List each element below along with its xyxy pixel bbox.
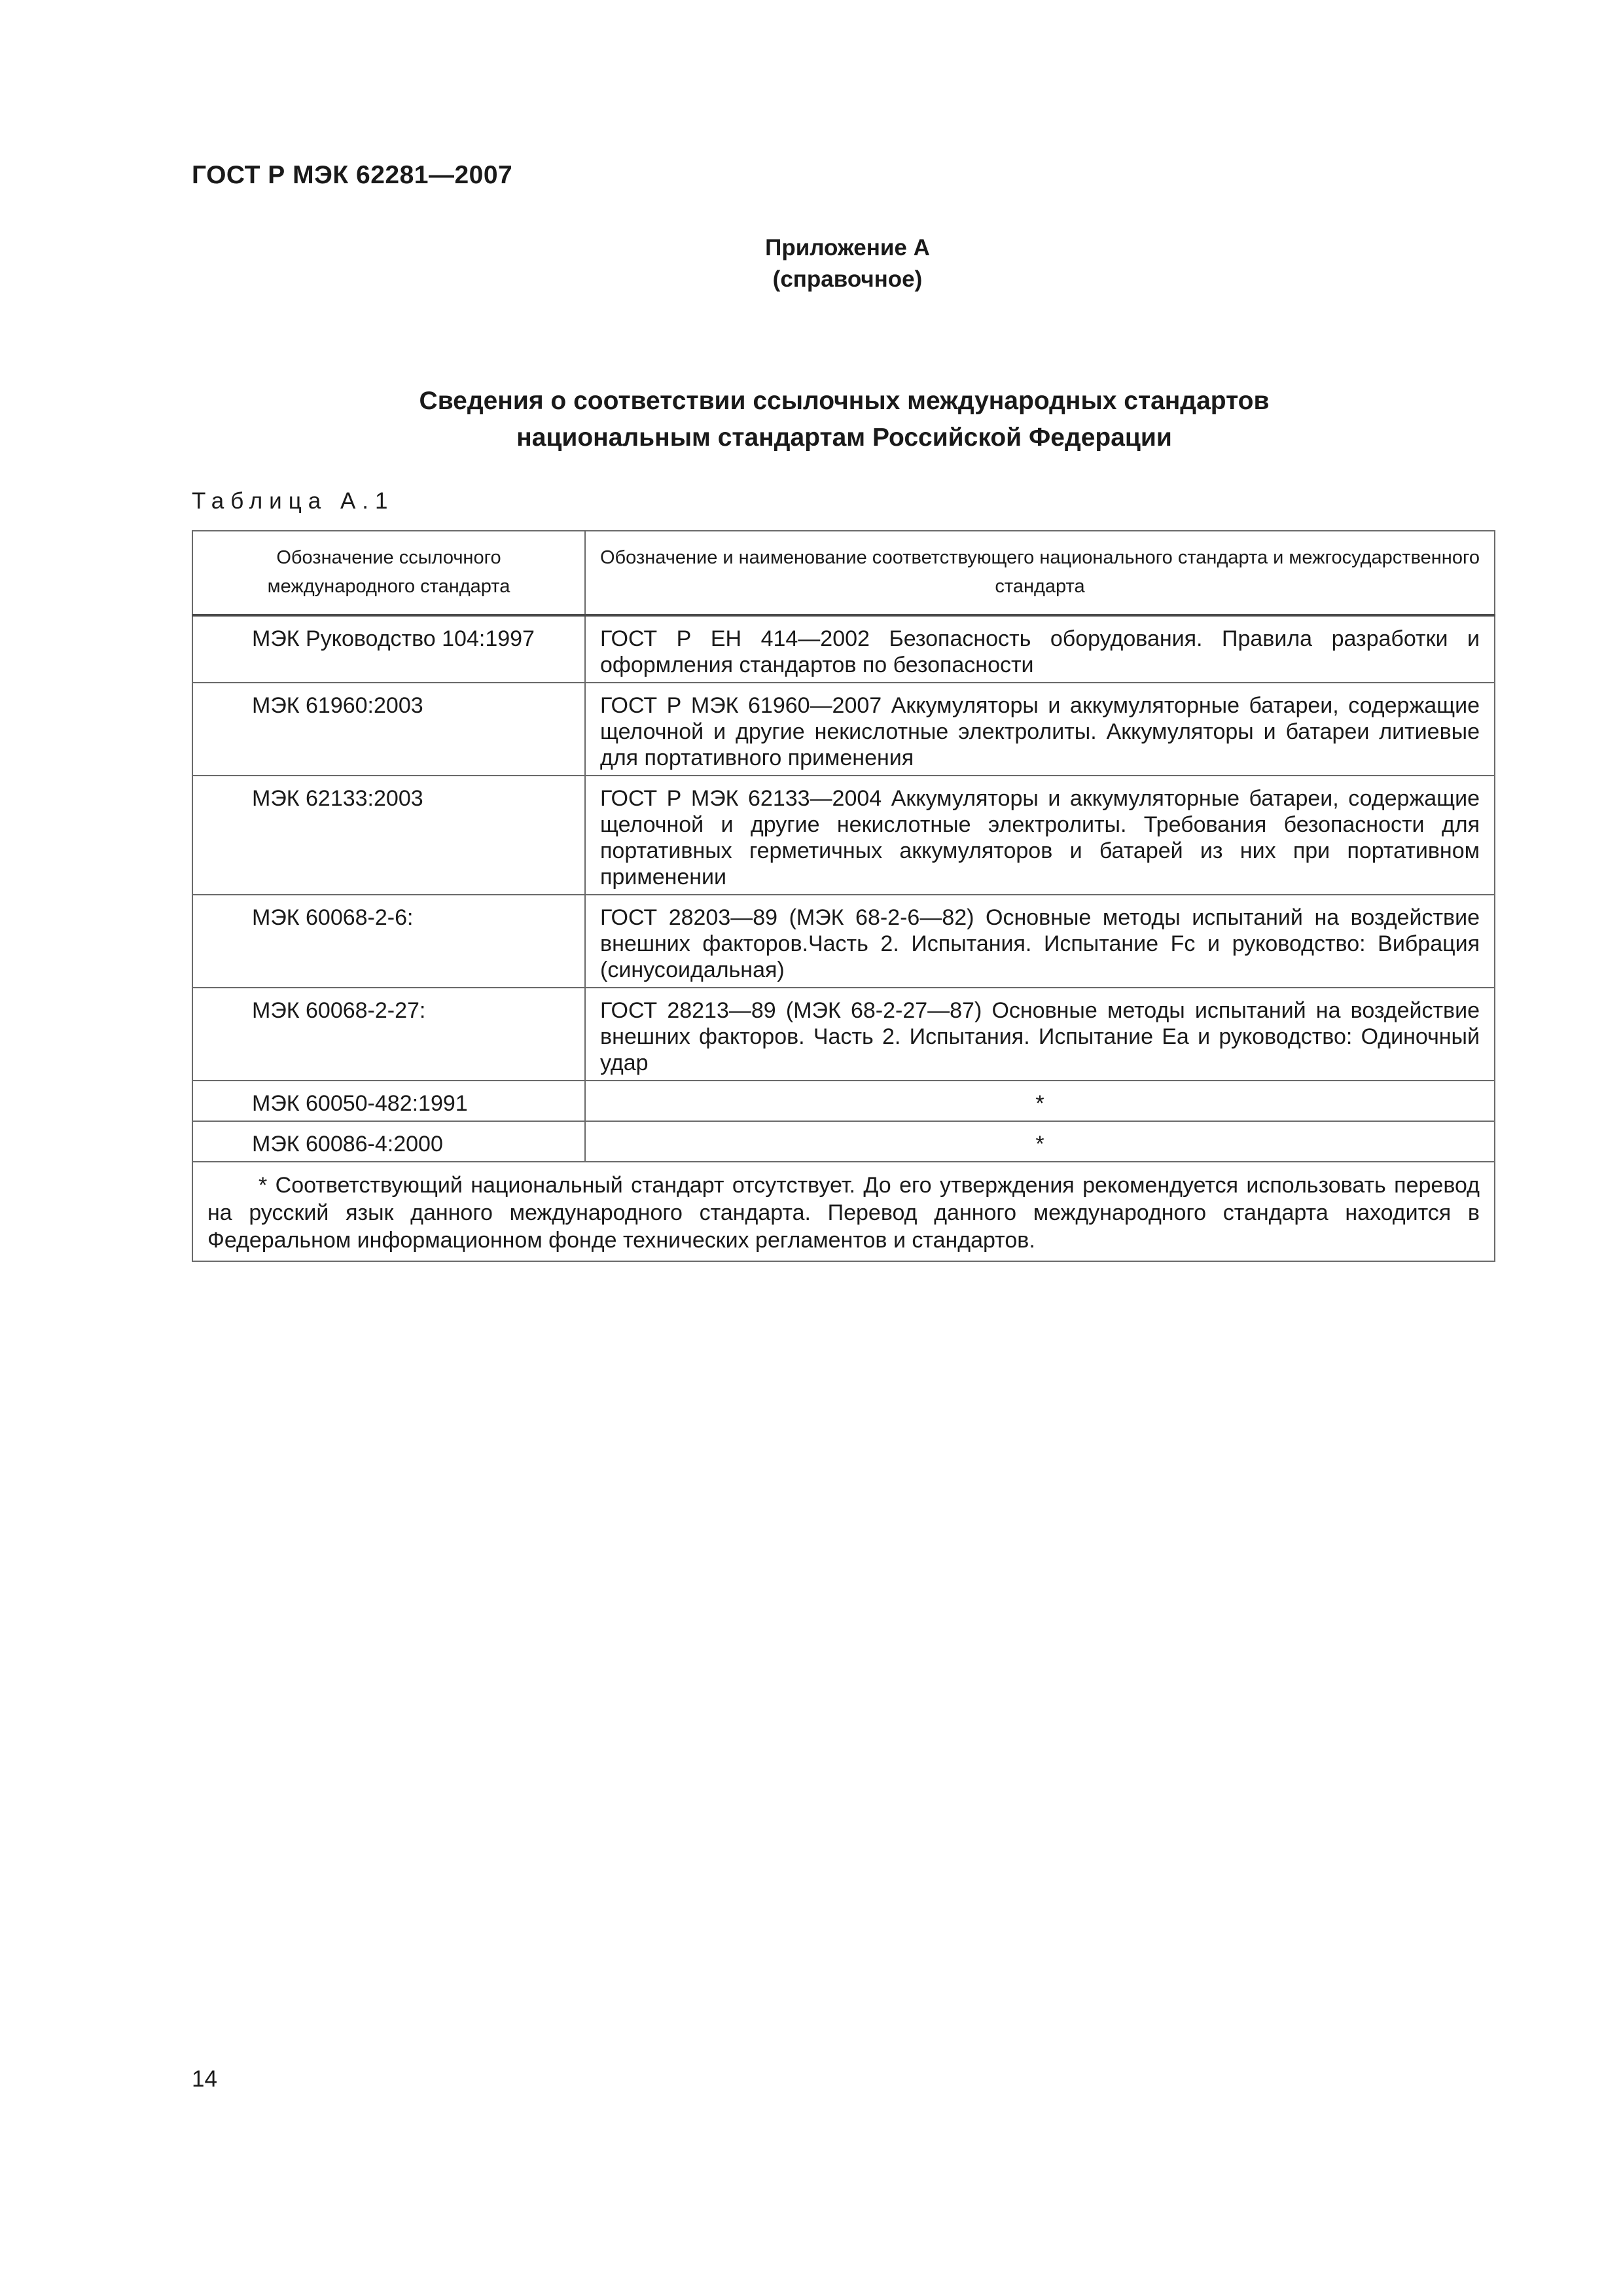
table-row <box>192 1121 1495 1162</box>
international-standard-cell: МЭК 61960:2003 <box>192 683 585 776</box>
international-standard-cell: МЭК 62133:2003 <box>192 776 585 895</box>
reference-standards-table <box>192 530 1495 1262</box>
table-row <box>192 1081 1495 1121</box>
international-standard-cell: МЭК Руководство 104:1997 <box>192 615 585 683</box>
document-code: ГОСТ Р МЭК 62281—2007 <box>192 161 513 189</box>
appendix-title-line-1: Сведения о соответствии ссылочных международных стандартов <box>419 387 1270 415</box>
table-row <box>192 895 1495 988</box>
column-header-international: Обозначение ссылочного международного стандарта <box>192 531 585 615</box>
table-row <box>192 615 1495 683</box>
appendix-kind: (справочное) <box>772 266 923 292</box>
national-standard-cell: * <box>585 1081 1495 1121</box>
appendix-title <box>0 383 1623 456</box>
international-standard-cell: МЭК 60068-2-6: <box>192 895 585 988</box>
table-header-row <box>192 531 1495 615</box>
appendix-heading <box>0 232 1623 295</box>
appendix-title-line-2: национальным стандартам Российской Федерации <box>516 423 1172 452</box>
international-standard-cell: МЭК 60068-2-27: <box>192 988 585 1081</box>
page-number: 14 <box>192 2066 217 2092</box>
table-footnote-row <box>192 1162 1495 1261</box>
table-row <box>192 683 1495 776</box>
table-footnote: * Соответствующий национальный стандарт отсутствует. До его утверждения рекомендуется использовать перевод на русский язык данного международного стандарта. Перевод данного международного стандарта находится в Федеральном информационном фонде технических регламентов и стандартов. <box>192 1162 1495 1261</box>
column-header-national: Обозначение и наименование соответствующего национального стандарта и межгосударственного стандарта <box>585 531 1495 615</box>
international-standard-cell: МЭК 60086-4:2000 <box>192 1121 585 1162</box>
national-standard-cell: ГОСТ Р МЭК 62133—2004 Аккумуляторы и аккумуляторные батареи, содержащие щелочной и другие некислотные электролиты. Требования безопасности для портативных герметичных аккумуляторов и батарей из них при портативном применении <box>585 776 1495 895</box>
table-row <box>192 988 1495 1081</box>
national-standard-cell: ГОСТ 28203—89 (МЭК 68-2-6—82) Основные методы испытаний на воздействие внешних факторов.Часть 2. Испытания. Испытание Fc и руководство: Вибрация (синусоидальная) <box>585 895 1495 988</box>
national-standard-cell: ГОСТ Р МЭК 61960—2007 Аккумуляторы и аккумуляторные батареи, содержащие щелочной и другие некислотные электролиты. Аккумуляторы и батареи литиевые для портативного применения <box>585 683 1495 776</box>
appendix-label: Приложение А <box>765 235 930 260</box>
table-caption: Таблица А.1 <box>192 488 395 514</box>
national-standard-cell: * <box>585 1121 1495 1162</box>
table-row <box>192 776 1495 895</box>
international-standard-cell: МЭК 60050-482:1991 <box>192 1081 585 1121</box>
national-standard-cell: ГОСТ 28213—89 (МЭК 68-2-27—87) Основные методы испытаний на воздействие внешних факторов. Часть 2. Испытания. Испытание Ea и руководство: Одиночный удар <box>585 988 1495 1081</box>
national-standard-cell: ГОСТ Р ЕН 414—2002 Безопасность оборудования. Правила разработки и оформления стандартов по безопасности <box>585 615 1495 683</box>
